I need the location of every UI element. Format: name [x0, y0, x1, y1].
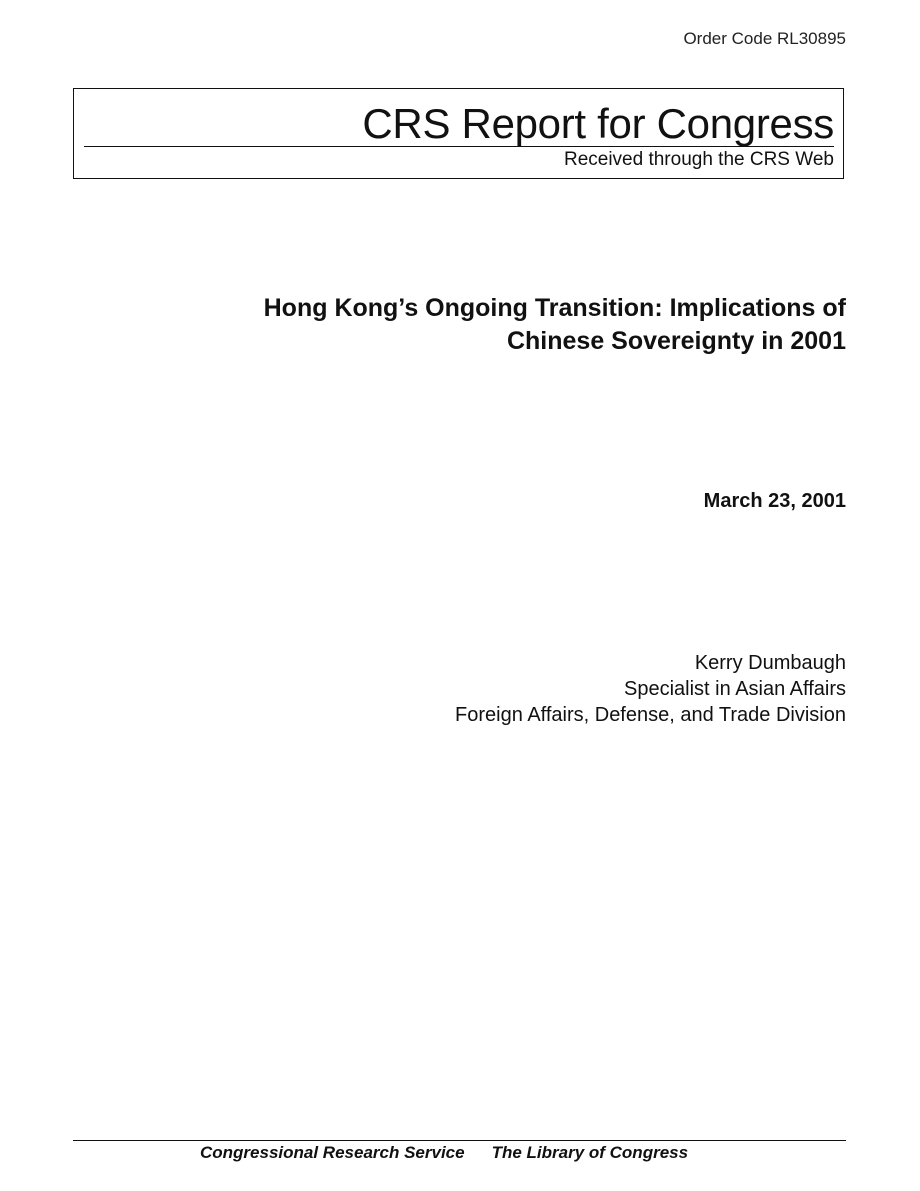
header-divider	[84, 146, 834, 147]
footer-crs: Congressional Research Service	[200, 1143, 465, 1162]
report-title	[146, 292, 846, 358]
footer-divider	[73, 1140, 846, 1141]
author-division: Foreign Affairs, Defense, and Trade Division	[455, 704, 846, 726]
order-code: Order Code RL30895	[683, 29, 846, 48]
header-subtitle: Received through the CRS Web	[563, 149, 834, 170]
report-title-line-1: Hong Kong’s Ongoing Transition: Implications of	[263, 294, 846, 322]
author-block	[455, 650, 846, 728]
report-header-box	[73, 88, 844, 179]
footer	[200, 1143, 688, 1163]
author-name: Kerry Dumbaugh	[694, 652, 846, 674]
author-position: Specialist in Asian Affairs	[624, 678, 846, 700]
footer-library: The Library of Congress	[491, 1143, 689, 1162]
report-title-line-2: Chinese Sovereignty in 2001	[506, 327, 846, 355]
header-title: CRS Report for Congress	[362, 100, 834, 147]
report-date: March 23, 2001	[703, 490, 846, 512]
